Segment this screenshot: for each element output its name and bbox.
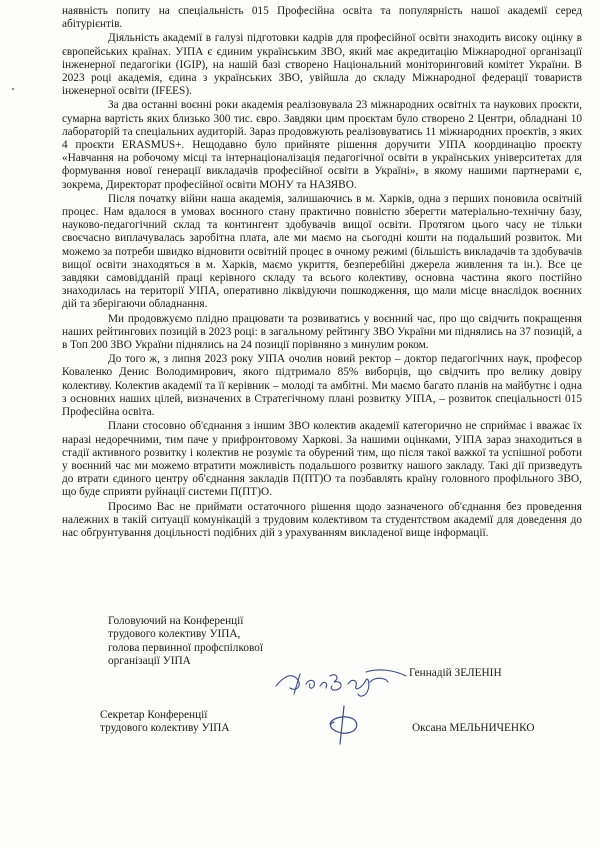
chair-title-line: трудового колективу УІПА, — [108, 628, 241, 641]
secretary-title-line: Секретар Конференції — [100, 709, 208, 721]
secretary-name: Оксана МЕЛЬНИЧЕНКО — [412, 722, 535, 734]
paragraph-5: До того ж, з липня 2023 року УІПА очолив новий ректор – доктор педагогічних наук, професор Коваленко Денис Володимирович, якого підтримало 85% виборців, що свідчить про велику довіру колективу. Колектив академії та її керівник – молоді та амбітні. Ми маємо багато планів на майбутнє і одна з основних наших цілей, визначених в Стратегічному плані розвитку УІПА, – розвиток спеціальності 015 Професійна освіта. — [62, 353, 582, 419]
letter-body — [62, 5, 582, 541]
chair-signature — [270, 658, 410, 702]
chair-title-line: Головуючий на Конференції — [108, 615, 244, 627]
chair-title-line: організації УІПА — [108, 655, 191, 668]
paragraph-2: За два останні воєнні роки академія реалізовувала 23 міжнародних освітніх та наукових проєкти, сумарна вартість яких близько 300 тис. євро. Завдяки цим проєктам було створено 2 Центри, обладнані 10 лабораторій та спеціальних аудиторій. Зараз продовжують реалізовуватись 11 міжнародних проєктів, з яких 4 проєкти ERASMUS+. Нещодавно було прийняте рішення доручити УІПА координацію проєкту «Навчання на робочому місці та інтернаціоналізація педагогічної освіти в українських університетах для формування нової генерації викладачів професійної освіти в Україні», в якому нашими партнерами є, зокрема, Директорат професійної освіти МОНУ та НАЗЯВО. — [62, 99, 582, 191]
paragraph-1: Діяльність академії в галузі підготовки кадрів для професійної освіти знаходить високу оцінку в європейських країнах. УІПА є єдиним українським ЗВО, який має акредитацію Міжнародної організації інженерної педагогіки (IGIP), на нашій базі створено Національний моніторинговий комітет України. В 2023 році академія, єдина з українських ЗВО, увійшла до складу Міжнародної федерації товариств інженерної освіти (IFEES). — [62, 32, 582, 98]
paragraph-0: наявність попиту на спеціальність 015 Професійна освіта та популярність нашої академії серед абітурієнтів. — [62, 5, 582, 31]
paragraph-4: Ми продовжуємо плідно працювати та розвиватись у воєнний час, про що свідчить покращення наших рейтингових позицій в 2023 році: в загальному рейтингу ЗВО України ми піднялись на 37 позицій, а в Топ 200 ЗВО України піднялись на 24 позиції порівняно з минулим роком. — [62, 312, 582, 352]
paragraph-7: Просимо Вас не приймати остаточного рішення щодо зазначеного об'єднання без проведення належних в такій ситуації комунікацій з трудовим колективом та студентством академії для доведення до нас обґрунтування доцільності подібних дій з урахуванням викладеної вище інформації. — [62, 500, 582, 539]
margin-dot — [12, 88, 14, 90]
paragraph-6: Плани стосовно об'єднання з іншим ЗВО колектив академії категорично не сприймає і вважає їх наразі недоречними, тим паче у прифронтовому Харкові. За нашими оцінками, УІПА зараз знаходиться в стадії активного розвитку і колектив не розуміє та обурений тим, що після такої важкої та успішної роботи у воєнний час ми можемо втратити можливість подальшого розвитку нашого закладу. Такі дії призведуть до втрати єдиного центру об'єднання закладів П(ПТ)О та позбавлять країну головного профільного ЗВО, що буде сприяти руйнації системи П(ПТ)О. — [62, 420, 582, 499]
chair-title-block — [108, 615, 263, 669]
secretary-title-block — [100, 709, 230, 736]
chair-title-line: голова первинної профспілкової — [108, 641, 264, 654]
paragraph-3: Після початку війни наша академія, залишаючись в м. Харків, одна з перших поновила освітній процес. Нам вдалося в умовах воєнного стану практично повністю зберегти матеріально-технічну базу, науково-педагогічний склад та контингент здобувачів вищої освіти. Протягом цього часу не тільки своєчасно виплачувалась заробітна плата, але ми маємо на сьогодні кошти на подальший розвиток. Ми можемо за потреби швидко відновити освітній процес в очному режимі (більшість викладачів та здобувачів вищої освіти знаходяться в м. Харків, маємо укриття, безперебійні джерела живлення та ін.). Все це завдяки самовідданій праці керівного складу та всього колективу, основна частина якого постійно знаходилась на території УІПА, оперативно ліквідуючи пошкодження, що мали місце внаслідок воєнних дій та зберігаючи обладнання. — [62, 192, 582, 311]
secretary-title-line: трудового колективу УІПА — [100, 722, 230, 735]
secretary-signature — [322, 702, 366, 748]
chair-name: Геннадій ЗЕЛЕНІН — [409, 667, 502, 679]
